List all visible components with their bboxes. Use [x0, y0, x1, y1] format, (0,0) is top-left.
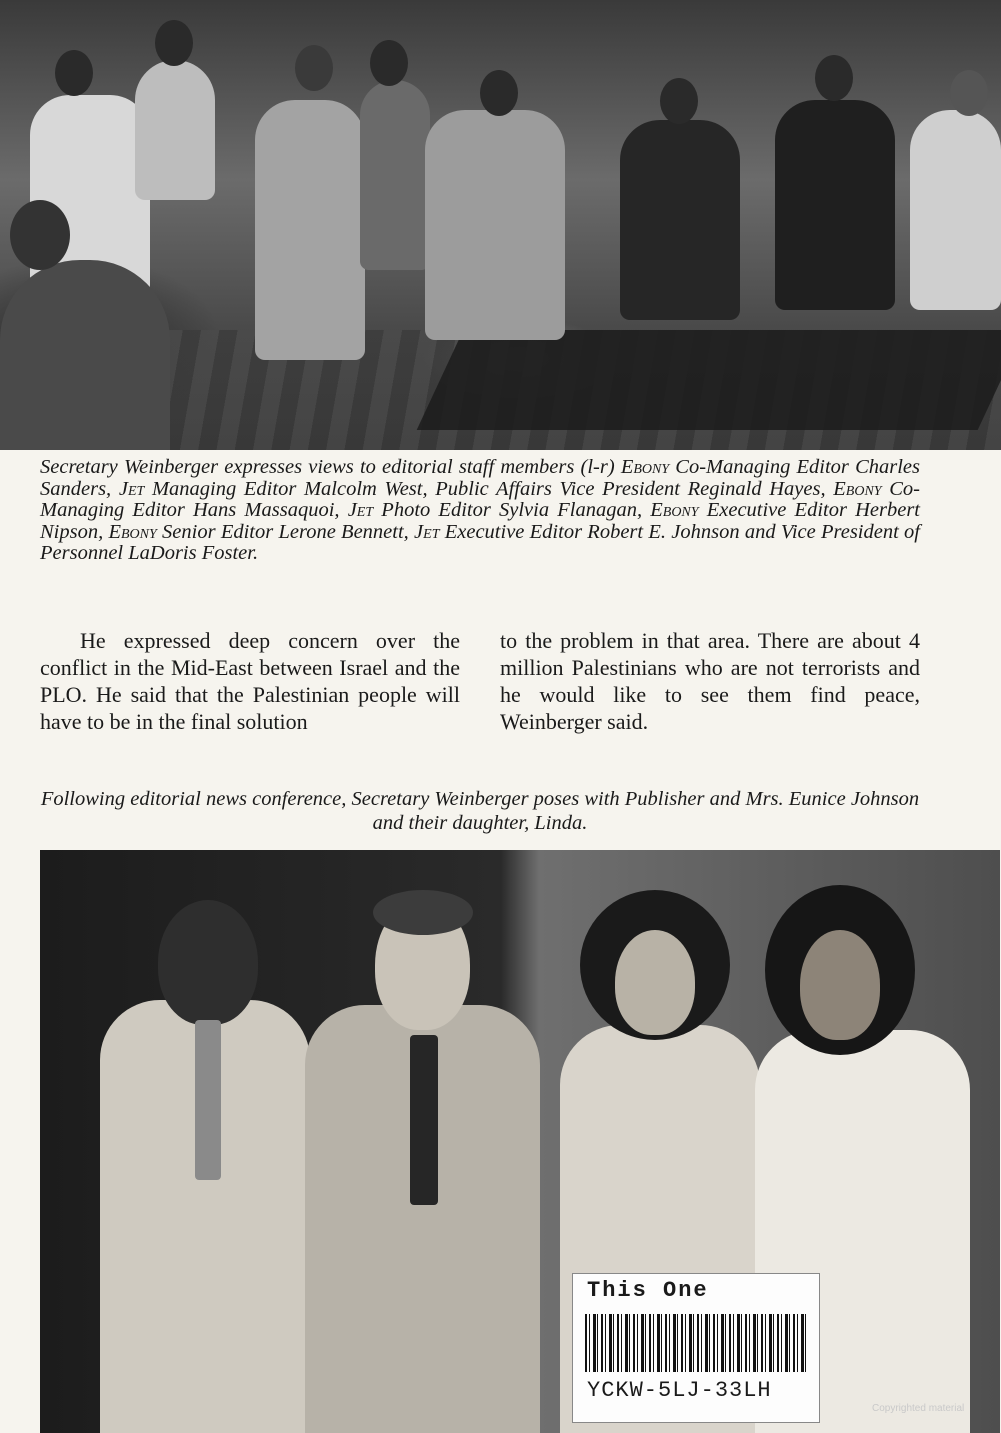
- hair: [373, 890, 473, 935]
- caption-text: Co-Managing Editor Hans Massaquoi,: [40, 477, 921, 521]
- person-figure: [620, 120, 740, 320]
- magazine-name-jet: Jet: [347, 499, 374, 521]
- top-photo: [0, 0, 1001, 450]
- caption-text: Executive Editor Herbert Nipson,: [40, 499, 920, 543]
- magazine-name-ebony: Ebony: [620, 456, 670, 478]
- barcode-bars: [585, 1314, 809, 1372]
- person-head: [155, 20, 193, 66]
- person-figure: [910, 110, 1001, 310]
- article-column-left: He expressed deep concern over the conflict in the Mid-East between Israel and the PLO. He said that the Palestinian people will have to be in the final solution: [40, 628, 460, 734]
- person-head: [55, 50, 93, 96]
- face: [800, 930, 880, 1040]
- caption-text: Secretary Weinberger expresses views to editorial staff members (l-r): [40, 456, 621, 478]
- person-head: [950, 70, 988, 116]
- caption-text: Co-Managing Editor Charles Sanders,: [40, 456, 920, 500]
- person-figure: [360, 80, 430, 270]
- magazine-name-ebony: Ebony: [108, 520, 157, 543]
- barcode-label: This One: [587, 1278, 709, 1303]
- barcode-sticker: [572, 1273, 820, 1423]
- caption-text: Photo Editor Sylvia Flanagan,: [373, 499, 651, 521]
- magazine-name-jet: Jet: [118, 477, 145, 500]
- person-head: [370, 40, 408, 86]
- person-figure: [255, 100, 365, 360]
- person-figure: [135, 60, 215, 200]
- caption-text: Executive Editor Robert E. Johnson and Vice President of Personnel LaDoris Foster.: [40, 520, 920, 564]
- face: [158, 900, 258, 1025]
- person-head: [10, 200, 70, 270]
- caption-text: Senior Editor Lerone Bennett,: [156, 520, 415, 543]
- bottom-photo-caption: Following editorial news conference, Secretary Weinberger poses with Publisher and Mrs. Eunice Johnson and their daughter, Linda.: [40, 788, 920, 834]
- coffee-table: [417, 330, 1001, 430]
- caption-text: Managing Editor Malcolm West, Public Affairs Vice President Reginald Hayes,: [144, 477, 834, 500]
- person-head: [295, 45, 333, 91]
- magazine-name-ebony: Ebony: [833, 477, 882, 500]
- person-head: [660, 78, 698, 124]
- magazine-name-jet: Jet: [414, 520, 440, 543]
- magazine-name-ebony: Ebony: [650, 499, 699, 521]
- copyright-watermark: Copyrighted material: [872, 1403, 965, 1414]
- person-figure: [425, 110, 565, 340]
- top-photo-caption: [40, 457, 920, 565]
- tie: [195, 1020, 221, 1180]
- person-figure: [775, 100, 895, 310]
- person-head: [815, 55, 853, 101]
- person-head: [480, 70, 518, 116]
- face: [615, 930, 695, 1035]
- barcode-code: YCKW-5LJ-33LH: [587, 1378, 772, 1403]
- bottom-photo: [40, 850, 1000, 1433]
- article-body: [40, 627, 920, 735]
- person-figure: [0, 260, 170, 450]
- tie: [410, 1035, 438, 1205]
- article-column-right: to the problem in that area. There are about 4 million Palestinians who are not terrorists and he would like to see them find peace, Weinberger said.: [500, 628, 920, 734]
